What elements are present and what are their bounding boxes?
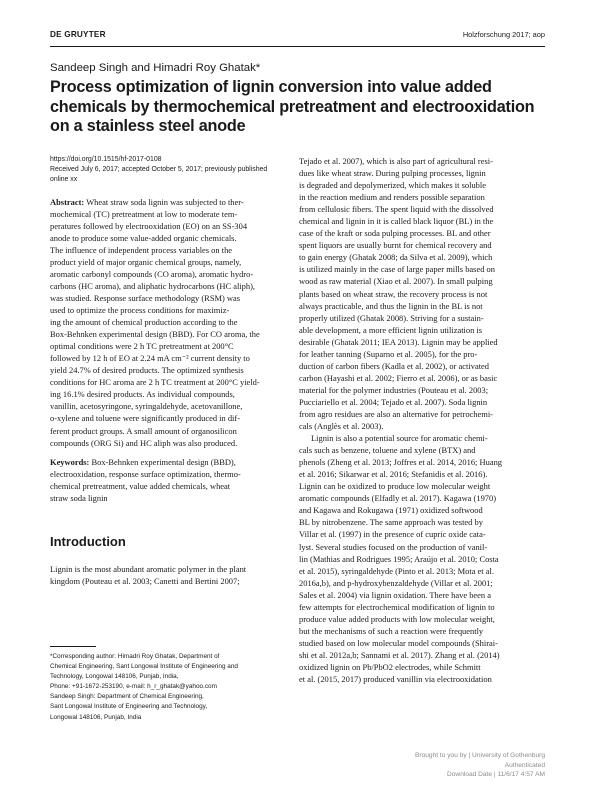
abstract-line: optimal conditions were 2 h TC pretreatment at 200°C [50, 341, 234, 352]
abstract-line: ferent product groups. A small amount of organosilicon [50, 425, 237, 436]
keywords-line: straw soda lignin [50, 492, 108, 503]
abstract-line: peratures followed by electrooxidation (EO) on an SS-304 [50, 220, 248, 231]
footnote-rule [50, 646, 96, 647]
body-line: and Kagawa and Rokugawa (1971) oxidized softwood [299, 505, 483, 516]
body-paragraph [299, 155, 546, 432]
abstract-line: carbons (HC aroma), and aliphatic hydrocarbons (HC aliph), [50, 280, 256, 291]
body-line: dues like wheat straw. During pulping processes, lignin [299, 168, 486, 179]
body-line: Lignin is the most abundant aromatic polymer in the plant [50, 563, 247, 574]
body-line: Sales et al. 2004) via lignin oxidation. There have been a [299, 589, 491, 600]
footnote-line: Technology, Longowal 148106, Punjab, India, [50, 673, 179, 681]
right-column [299, 155, 546, 685]
body-line: lyst. Several studies focused on the production of vanil- [299, 541, 488, 552]
body-line: studied based on low molecular model compounds (Shirai- [299, 637, 498, 648]
body-line: chemical and lignin in it is called black liquor (BL) in the [299, 216, 494, 227]
body-line: Pucciariello et al. 2004; Tejado et al. 2007). Soda lignin [299, 396, 488, 407]
abstract-line: ing the amount of chemical production according to the [50, 317, 238, 328]
abstract [50, 196, 285, 449]
body-line: oxidized lignin on Pb/PbO2 electrodes, while Schmitt [299, 661, 481, 672]
keywords-line: electrooxidation, response surface optimization, thermo- [50, 468, 241, 479]
keywords-line: chemical pretreatment, value added chemicals, wheat [50, 480, 231, 491]
keywords-line: Keywords: Box-Behnken experimental design (BBD), [50, 456, 236, 467]
body-line: Tejado et al. 2007), which is also part of agricultural resi- [299, 156, 493, 166]
body-line: spent liquors are usually burnt for chemical recovery and [299, 240, 492, 251]
body-line: phenols (Zheng et al. 2013; Joffres et al. 2014, 2016; Huang [299, 457, 503, 468]
abstract-line: anode to produce some value-added organic chemicals. [50, 232, 237, 243]
body-line: is utilized mainly in the case of large paper mills based on [299, 264, 495, 275]
body-line: shi et al. 2012a,b; Sannami et al. 2017). Zhang et al. (2014) [299, 649, 500, 660]
body-line: BL by nitrobenzene. The same approach was tested by [299, 517, 483, 528]
article-authors: Sandeep Singh and Himadri Roy Ghatak* [50, 62, 261, 74]
body-line: aromatic compounds (Elfadly et al. 2017). Kagawa (1970) [299, 493, 497, 504]
abstract-label: Abstract: [50, 196, 85, 207]
abstract-line: vanillin, acetosyringone, syringaldehyde, acetovanillone, [50, 401, 243, 412]
download-note-line: Authenticated [504, 761, 545, 769]
received-line: Received July 6, 2017; accepted October 5, 2017; previously published [50, 166, 268, 174]
abstract-line: compounds (ORG Si) and HC aliph was also produced. [50, 437, 238, 448]
doi-link[interactable]: https://doi.org/10.1515/hf-2017-0108 [50, 156, 162, 163]
footnote-line: *Corresponding author: Himadri Roy Ghatak, Department of [50, 653, 220, 660]
body-line: 2016a,b), and p-hydroxybenzaldehyde (Villar et al. 2001; [299, 577, 493, 588]
abstract-line: was studied. Response surface methodology (RSM) was [50, 292, 241, 303]
footnote-line: Sant Longowal Institute of Engineering and Technology, [50, 703, 208, 711]
keywords [50, 456, 285, 504]
abstract-line: used to optimize the process conditions for maximiz- [50, 305, 230, 316]
page-header [50, 30, 545, 44]
abstract-line: conditions for HC aroma are 2 h TC treatment at 200°C yield- [50, 377, 260, 388]
abstract-line: followed by 12 h of EO at 2.24 mA cm⁻² current density to [50, 353, 250, 364]
section-heading-introduction: Introduction [50, 533, 126, 549]
body-line: properly utilized (Ghatak 2008). Striving for a sustain- [299, 312, 484, 323]
abstract-line: ing 16.1% desired products. As individual compounds, [50, 389, 235, 400]
body-line: few attempts for electrochemical modification of lignin to [299, 601, 495, 612]
corresponding-author-footnote [50, 652, 285, 723]
body-line: material for the polymer industries (Pouteau et al. 2003; [299, 384, 489, 395]
body-line: carbon (Hayashi et al. 2002; Fierro et al. 2006), or as basic [299, 372, 498, 383]
body-line: duction of carbon fibers (Kadla et al. 2002), or activated [299, 360, 490, 371]
body-line: case of the kraft or soda pulping processes. BL and other [299, 228, 491, 239]
download-note-line: Brought to you by | University of Gothenburg [415, 752, 545, 759]
body-line: et al. (2015, 2017) produced vanillin via electrooxidation [299, 674, 492, 685]
publisher-name: DE GRUYTER [50, 30, 106, 39]
body-line: to gain energy (Ghatak 2008; da Silva et al. 2009), which [299, 252, 493, 263]
body-line: always practicable, and thus the lignin in the BL is not [299, 300, 483, 311]
body-line: Lignin can be oxidized to produce low molecular weight [299, 481, 491, 492]
footnote-line: Longowal 148106, Punjab, India [50, 713, 142, 721]
body-line: for leather tanning (Suparno et al. 2005), for the pro- [299, 348, 478, 359]
received-line-continued: online xx [50, 176, 78, 184]
body-line: wood as raw material (Xiao et al. 2007). In small pulping [299, 276, 493, 287]
body-line: able development, a more efficient lignin utilization is [299, 324, 483, 335]
body-line: is degraded and depolymerized, which makes it soluble [299, 180, 486, 191]
introduction-text [50, 563, 285, 587]
abstract-line: The influence of independent process variables on the [50, 244, 233, 255]
body-line: produce value added products with low molecular weight, [299, 613, 495, 624]
abstract-line: yield 24.7% of desired products. The optimized synthesis [50, 365, 244, 376]
footnote-line: Phone: +91-1672-253190, e-mail: h_r_ghatak@yahoo.com [50, 683, 217, 691]
body-line: et al. 2015), syringaldehyde (Pinto et al. 2013; Mota et al. [299, 565, 494, 576]
body-line: but the mechanisms of such a reaction were frequently [299, 625, 484, 636]
body-line: Villar et al. (1997) in the presence of cupric oxide cata- [299, 529, 486, 540]
abstract-line: o-xylene and toluene were significantly produced in dif- [50, 413, 241, 424]
download-note-line: Download Date | 11/6/17 4:57 AM [447, 771, 545, 779]
keywords-label: Keywords: [50, 456, 90, 467]
article-title: Process optimization of lignin conversion into value added chemicals by thermochemical pretreatment and electrooxidation on a stainless steel anode [50, 78, 535, 136]
body-line: Lignin is also a potential source for aromatic chemi- [311, 433, 488, 444]
body-line: cals such as benzene, toluene and xylene (BTX) and [299, 445, 476, 456]
abstract-line: mochemical (TC) pretreatment at low to moderate tem- [50, 208, 238, 219]
body-line: plants based on wheat straw, the recovery process is not [299, 288, 488, 299]
body-line: desirable (Ghatak 2011; IEA 2013). Lignin may be applied [299, 336, 498, 347]
abstract-line: product yield of major organic chemical groups, namely, [50, 256, 242, 267]
journal-citation: Holzforschung 2017; aop [462, 30, 545, 39]
body-paragraph [299, 432, 546, 685]
article-meta [50, 155, 285, 186]
body-line: in the reaction medium and renders possible separation [299, 192, 485, 203]
body-line: kingdom (Pouteau et al. 2003; Canetti and Bertini 2007; [50, 575, 240, 586]
abstract-line: Box-Behnken experimental design (BBD). For CO aroma, the [50, 329, 260, 340]
header-rule [50, 46, 545, 47]
abstract-line: Abstract: Wheat straw soda lignin was subjected to ther- [50, 196, 244, 207]
body-line: lin (Mathias and Rodrigues 1995; Araújo et al. 2010; Costa [299, 553, 499, 564]
footnote-line: Sandeep Singh: Department of Chemical Engineering, [50, 693, 204, 701]
abstract-line: aromatic carbonyl compounds (CO aroma), aromatic hydro- [50, 268, 254, 279]
footnote-line: Chemical Engineering, Sant Longowal Institute of Engineering and [50, 663, 238, 671]
download-watermark [415, 751, 545, 780]
body-line: from agro residues are also an alternative for petrochemi- [299, 408, 493, 419]
body-line: cals (Anglès et al. 2003). [299, 421, 384, 432]
left-column [50, 155, 285, 587]
body-line: et al. 2016; Sikarwar et al. 2016; Stefanidis et al. 2016). [299, 469, 488, 480]
body-line: from cellulosic fibers. The spent liquid with the dissolved [299, 204, 494, 215]
